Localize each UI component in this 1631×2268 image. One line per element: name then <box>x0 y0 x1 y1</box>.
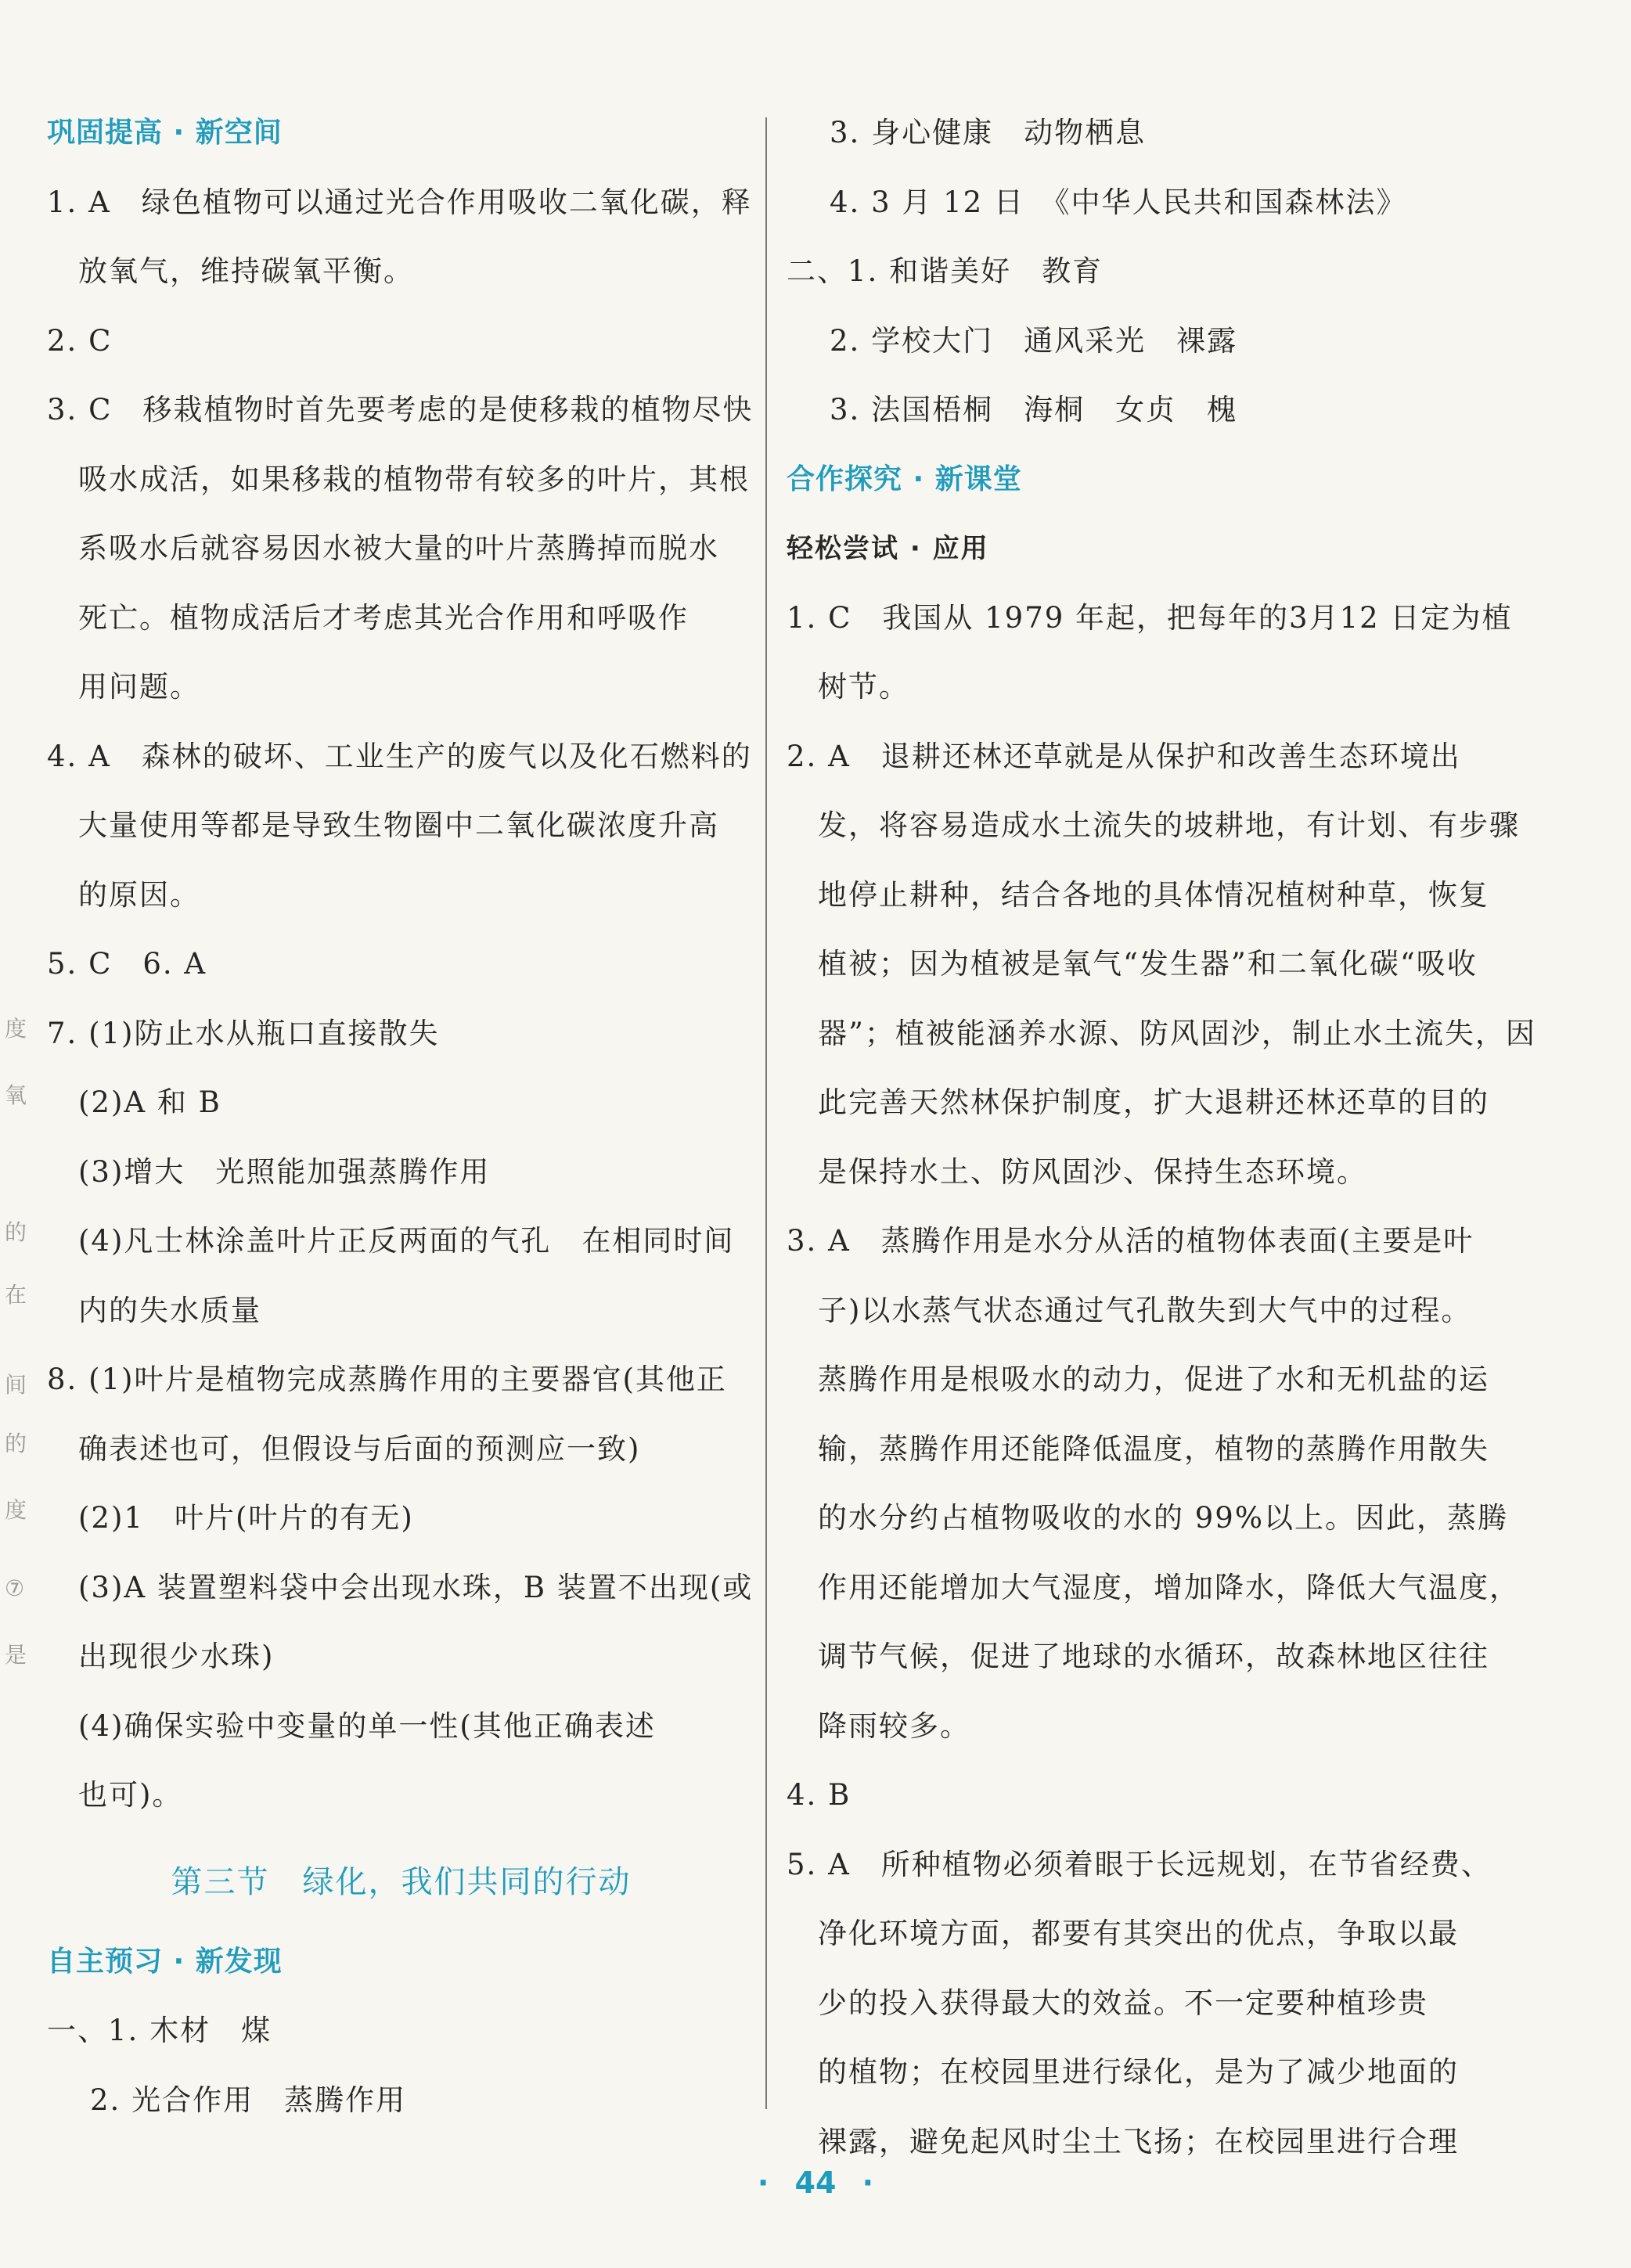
answer-line: 5. C 6. A <box>47 947 207 981</box>
answer-line: 一、1. 木材 煤 <box>47 2014 272 2047</box>
left-column <box>47 116 755 2152</box>
answer-line: 的水分约占植物吸收的水的 99%以上。因此，蒸腾 <box>818 1501 1508 1535</box>
answer-line: 3. C 移栽植物时首先要考虑的是使移栽的植物尽快 <box>47 393 754 427</box>
answer-line: 蒸腾作用是根吸水的动力，促进了水和无机盐的运 <box>818 1363 1489 1396</box>
answer-line: 出现很少水珠) <box>78 1640 275 1673</box>
answer-line: 地停止耕种，结合各地的具体情况植树种草，恢复 <box>818 877 1489 912</box>
answer-line: 2. 学校大门 通风采光 裸露 <box>830 323 1238 358</box>
answer-line: 大量使用等都是导致生物圈中二氧化碳浓度升高 <box>78 808 719 842</box>
margin-bleed-char: 间 <box>5 1372 27 1398</box>
answer-line: 8. (1)叶片是植物完成蒸腾作用的主要器官(其他正 <box>47 1363 727 1396</box>
answer-line: (2)A 和 B <box>78 1085 221 1119</box>
answer-line: 少的投入获得最大的效益。不一定要种植珍贵 <box>818 1985 1428 2020</box>
answer-line: 的植物；在校园里进行绿化，是为了减少地面的 <box>818 2055 1459 2089</box>
answer-line: 裸露，避免起风时尘土飞扬；在校园里进行合理 <box>818 2124 1459 2158</box>
answer-line: 系吸水后就容易因水被大量的叶片蒸腾掉而脱水 <box>78 531 719 565</box>
answer-line: 死亡。植物成活后才考虑其光合作用和呼吸作 <box>78 600 689 635</box>
answer-line: 2. A 退耕还林还草就是从保护和改善生态环境出 <box>787 739 1461 773</box>
answer-line: 用问题。 <box>78 670 200 704</box>
answer-line: 降雨较多。 <box>818 1708 970 1743</box>
answer-line: 净化环境方面，都要有其突出的优点，争取以最 <box>818 1917 1459 1950</box>
margin-bleed-char: 氧 <box>5 1082 27 1108</box>
answer-line: 3. 身心健康 动物栖息 <box>830 116 1147 149</box>
answer-line: 7. (1)防止水从瓶口直接散失 <box>47 1016 440 1050</box>
answer-line: 1. C 我国从 1979 年起，把每年的3月12 日定为植 <box>787 600 1513 635</box>
answer-line: 此完善天然林保护制度，扩大退耕还林还草的目的 <box>818 1085 1489 1119</box>
chapter-title: 第三节 绿化，我们共同的行动 <box>171 1863 632 1900</box>
answer-line: 二、1. 和谐美好 教育 <box>787 254 1104 288</box>
section-heading: 合作探究 · 新课堂 <box>787 463 1022 495</box>
subsection-heading: 轻松尝试 · 应用 <box>787 533 989 564</box>
margin-bleed-char: 在 <box>5 1282 27 1308</box>
footer-dot-left: · <box>757 2165 769 2200</box>
answer-line: 3. 法国梧桐 海桐 女贞 槐 <box>830 393 1238 427</box>
margin-bleed-char: ⑦ <box>5 1575 25 1601</box>
right-column <box>787 116 1569 2194</box>
answer-line: (4)确保实验中变量的单一性(其他正确表述 <box>78 1708 656 1743</box>
page-footer <box>0 2165 1631 2200</box>
answer-line: 放氧气，维持碳氧平衡。 <box>78 254 414 288</box>
answer-line: 吸水成活，如果移栽的植物带有较多的叶片，其根 <box>78 462 750 496</box>
answer-line: (2)1 叶片(叶片的有无) <box>78 1501 414 1535</box>
section-heading: 巩固提高 · 新空间 <box>47 117 283 149</box>
answer-line: 2. 光合作用 蒸腾作用 <box>90 2083 407 2117</box>
margin-bleed-char: 度 <box>5 1497 27 1523</box>
section-heading: 自主预习 · 新发现 <box>47 1945 283 1978</box>
answer-line: (3)A 装置塑料袋中会出现水珠，B 装置不出现(或 <box>78 1570 754 1604</box>
margin-bleed-char: 的 <box>5 1219 27 1245</box>
column-divider <box>765 117 767 2109</box>
answer-line: 也可)。 <box>78 1778 183 1812</box>
answer-line: 2. C <box>47 323 113 358</box>
answer-line: 器”；植被能涵养水源、防风固沙，制止水土流失，因 <box>818 1016 1536 1050</box>
answer-line: 是保持水土、防风固沙、保持生态环境。 <box>818 1154 1367 1189</box>
answer-line: 子)以水蒸气状态通过气孔散失到大气中的过程。 <box>818 1293 1472 1327</box>
answer-line: 发，将容易造成水土流失的坡耕地，有计划、有步骤 <box>818 808 1520 842</box>
margin-bleed-char: 是 <box>5 1642 27 1668</box>
answer-line: 4. 3 月 12 日 《中华人民共和国森林法》 <box>830 185 1407 219</box>
answer-line: 内的失水质量 <box>78 1293 261 1327</box>
answer-line: 输，蒸腾作用还能降低温度，植物的蒸腾作用散失 <box>818 1431 1489 1466</box>
answer-line: 4. B <box>787 1778 852 1812</box>
answer-line: (4)凡士林涂盖叶片正反两面的气孔 在相同时间 <box>78 1224 735 1258</box>
answer-line: 1. A 绿色植物可以通过光合作用吸收二氧化碳，释 <box>47 185 752 219</box>
page-number: 44 <box>794 2165 837 2200</box>
answer-line: 确表述也可，但假设与后面的预测应一致) <box>78 1431 641 1466</box>
answer-line: 树节。 <box>818 670 909 704</box>
margin-bleed-char: 的 <box>5 1431 27 1456</box>
answer-line: 作用还能增加大气湿度，增加降水，降低大气温度， <box>818 1570 1520 1604</box>
margin-bleed-char: 度 <box>5 1016 27 1042</box>
answer-line: 4. A 森林的破坏、工业生产的废气以及化石燃料的 <box>47 739 752 773</box>
footer-dot-right: · <box>862 2165 874 2200</box>
answer-line: 3. A 蒸腾作用是水分从活的植物体表面(主要是叶 <box>787 1224 1474 1258</box>
answer-line: 调节气候，促进了地球的水循环，故森林地区往往 <box>818 1640 1489 1673</box>
answer-line: 植被；因为植被是氧气“发生器”和二氧化碳“吸收 <box>818 947 1478 981</box>
answer-line: (3)增大 光照能加强蒸腾作用 <box>78 1154 491 1189</box>
answer-line: 5. A 所种植物必须着眼于长远规划，在节省经费、 <box>787 1847 1492 1881</box>
answer-line: 的原因。 <box>78 877 200 912</box>
